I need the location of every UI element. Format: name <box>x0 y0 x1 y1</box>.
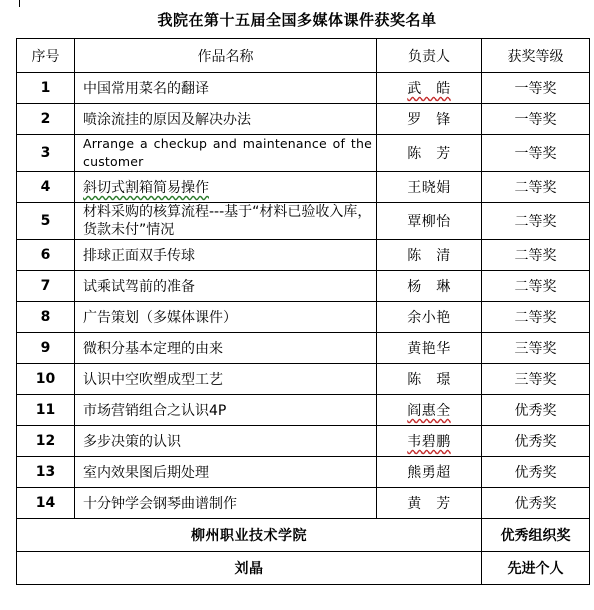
award-level: 二等奖 <box>482 203 590 240</box>
work-title: 排球正面双手传球 <box>75 240 377 271</box>
table-row <box>17 333 590 364</box>
table-row <box>17 488 590 519</box>
work-title: 室内效果图后期处理 <box>75 457 377 488</box>
person-name: 王晓娟 <box>377 172 482 203</box>
header-person: 负责人 <box>377 39 482 73</box>
header-award: 获奖等级 <box>482 39 590 73</box>
advanced-person-award: 先进个人 <box>482 552 590 585</box>
award-level: 优秀奖 <box>482 457 590 488</box>
footer-org-row <box>17 519 590 552</box>
person-name: 罗 锋 <box>377 104 482 135</box>
advanced-person-name: 刘晶 <box>17 552 482 585</box>
table-row <box>17 364 590 395</box>
org-name: 柳州职业技术学院 <box>17 519 482 552</box>
row-index: 2 <box>17 104 75 135</box>
table-row <box>17 203 590 240</box>
work-title: 喷涂流挂的原因及解决办法 <box>75 104 377 135</box>
corner-mark <box>19 0 20 7</box>
work-title: 试乘试驾前的准备 <box>75 271 377 302</box>
person-name: 余小艳 <box>377 302 482 333</box>
table-header-row <box>17 39 590 73</box>
person-name: 黄艳华 <box>377 333 482 364</box>
person-name-text: 阎惠全 <box>407 403 451 419</box>
table-row <box>17 135 590 172</box>
award-level: 三等奖 <box>482 333 590 364</box>
org-award: 优秀组织奖 <box>482 519 590 552</box>
person-name <box>377 426 482 457</box>
award-level: 一等奖 <box>482 104 590 135</box>
person-name <box>377 395 482 426</box>
row-index: 12 <box>17 426 75 457</box>
row-index: 4 <box>17 172 75 203</box>
person-name-text: 韦碧鹏 <box>407 434 451 450</box>
table-row <box>17 426 590 457</box>
table-row <box>17 302 590 333</box>
footer-person-row <box>17 552 590 585</box>
work-title: 广告策划（多媒体课件） <box>75 302 377 333</box>
award-level: 一等奖 <box>482 73 590 104</box>
header-idx: 序号 <box>17 39 75 73</box>
person-name: 熊勇超 <box>377 457 482 488</box>
work-title-text: 斜切式割箱简易操作 <box>83 180 209 196</box>
row-index: 6 <box>17 240 75 271</box>
work-title: 多步决策的认识 <box>75 426 377 457</box>
work-title: Arrange a checkup and maintenance of the customer <box>75 135 377 172</box>
table-row <box>17 73 590 104</box>
row-index: 9 <box>17 333 75 364</box>
table-row <box>17 104 590 135</box>
award-level: 优秀奖 <box>482 488 590 519</box>
award-level: 二等奖 <box>482 271 590 302</box>
work-title: 市场营销组合之认识4P <box>75 395 377 426</box>
person-name-text: 武 皓 <box>407 81 451 97</box>
row-index: 14 <box>17 488 75 519</box>
award-level: 二等奖 <box>482 240 590 271</box>
person-name: 杨 琳 <box>377 271 482 302</box>
row-index: 7 <box>17 271 75 302</box>
row-index: 1 <box>17 73 75 104</box>
award-level: 二等奖 <box>482 172 590 203</box>
person-name: 黄 芳 <box>377 488 482 519</box>
header-work: 作品名称 <box>75 39 377 73</box>
work-title <box>75 172 377 203</box>
person-name: 覃柳怡 <box>377 203 482 240</box>
page-title: 我院在第十五届全国多媒体课件获奖名单 <box>157 11 437 29</box>
row-index: 10 <box>17 364 75 395</box>
row-index: 3 <box>17 135 75 172</box>
table-row <box>17 457 590 488</box>
person-name: 陈 芳 <box>377 135 482 172</box>
person-name: 陈 清 <box>377 240 482 271</box>
award-level: 优秀奖 <box>482 395 590 426</box>
table-row <box>17 172 590 203</box>
row-index: 8 <box>17 302 75 333</box>
award-level: 一等奖 <box>482 135 590 172</box>
row-index: 11 <box>17 395 75 426</box>
table-row <box>17 240 590 271</box>
award-level: 优秀奖 <box>482 426 590 457</box>
award-level: 三等奖 <box>482 364 590 395</box>
work-title: 中国常用菜名的翻译 <box>75 73 377 104</box>
table-row <box>17 271 590 302</box>
table-row <box>17 395 590 426</box>
award-table <box>16 38 590 585</box>
work-title: 认识中空吹塑成型工艺 <box>75 364 377 395</box>
award-level: 二等奖 <box>482 302 590 333</box>
person-name <box>377 73 482 104</box>
work-title: 微积分基本定理的由来 <box>75 333 377 364</box>
row-index: 13 <box>17 457 75 488</box>
work-title: 十分钟学会钢琴曲谱制作 <box>75 488 377 519</box>
person-name: 陈 璟 <box>377 364 482 395</box>
work-title: 材料采购的核算流程---基于“材料已验收入库，货款未付”情况 <box>75 203 377 240</box>
row-index: 5 <box>17 203 75 240</box>
